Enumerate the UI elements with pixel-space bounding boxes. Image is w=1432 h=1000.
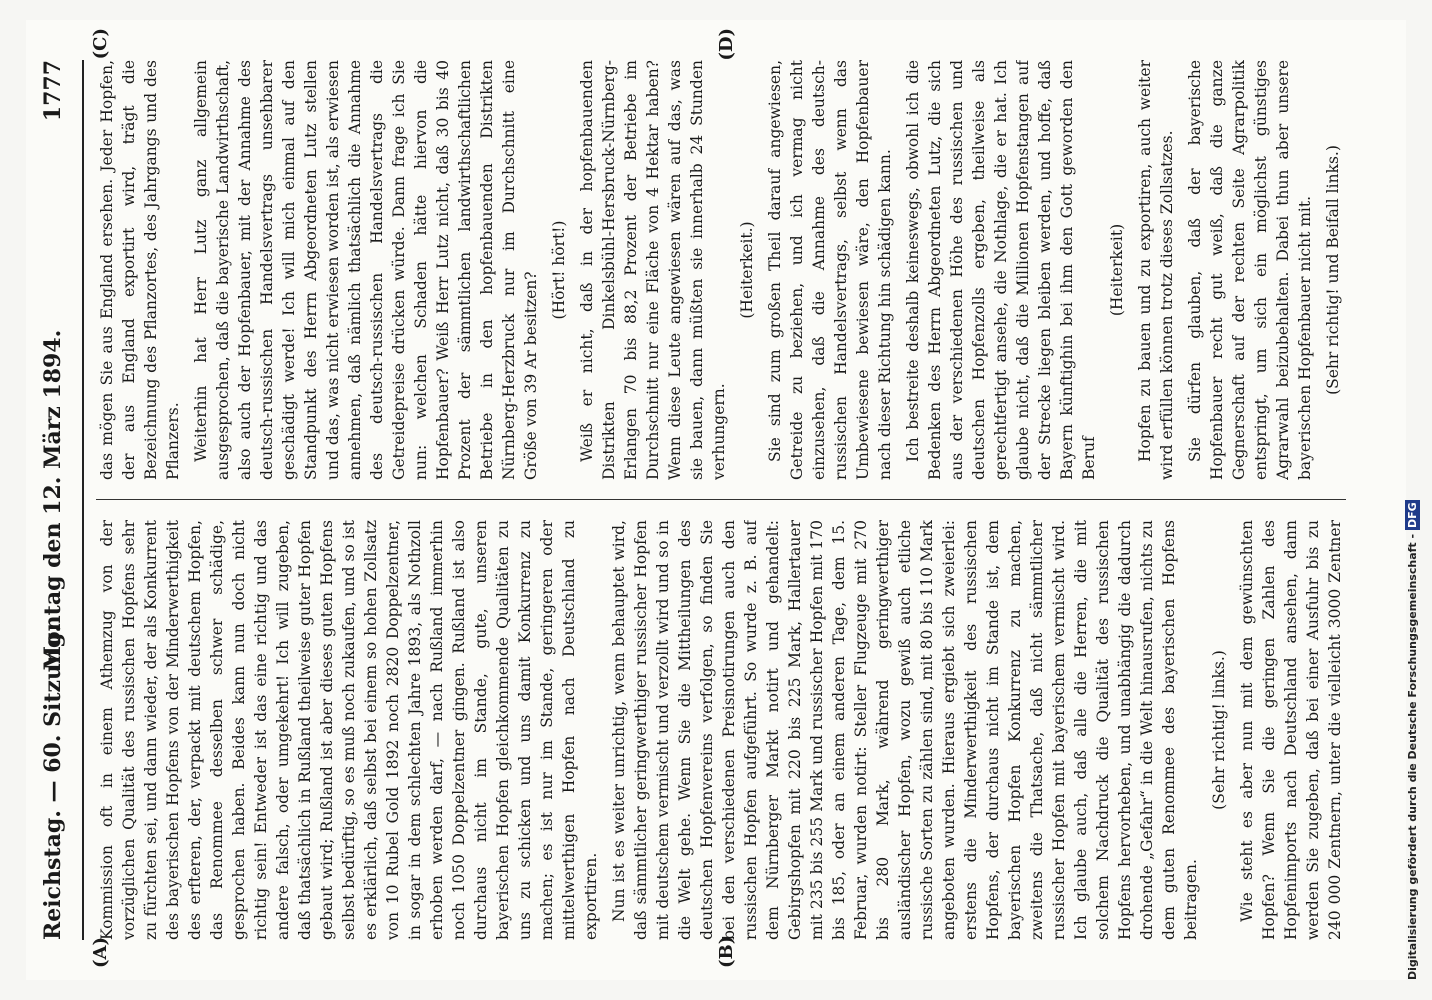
paragraph: Kommission oft in einem Athemzug von der vorzüglichen Qualität des russischen Hopfens sehr zu fürchten sei, und dann wieder, der als Konkurrent des bayerischen Hopfens von der Minderwerthigkeit des erfteren, der, verpackt mit deutschem Hopfen, das Renommee desselben schwer schädige, gesprochen haben. Beides kann nun doch nicht richtig sein! Entweder ist das eine richtig und das andere falsch, oder umgekehrt! Ich will zugeben, daß thatsächlich in Rußland theilweise guter Hopfen gebaut wird; Rußland ist aber dieses guten Hopfens selbst bedürftig, so es muß noch zukaufen, und so ist es erklärlich, daß selbst bei einem so hohen Zollsatz von 10 Rubel Gold 1892 noch 2820 Doppelzentner, in sogar in dem schlechten Jahre 1893, als Nothzoll erhoben werden darf, — nach Rußland immerhin noch 1050 Doppelzentner gingen. Rußland ist also durchaus nicht im Stande, gute, unseren bayerischen Hopfen gleichkommende Qualitäten zu uns zu schicken und uns damit Konkurrenz zu machen; es ist nur im Stande, geringeren oder mittelwerthigen Hopfen nach Deutschland zu exportiren. (98, 520, 600, 940)
paragraph: Ich bestreite deshalb keineswegs, obwohl ich die Bedenken des Herrn Abgeordneten Lutz, die sich aus der verschiedenen Höhe des russischen und deutschen Hopfenzolls ergeben, theilweise als gerechtfertigt ansehe, die Nothlage, die er hat. Ich glaube nicht, daß die Millionen Hopfenstangen auf der Strecke liegen bleiben werden, und hoffe, daß Bayern künftighin bei ihm den Gott geworden den Beruf (904, 60, 1098, 480)
interjection: (Hört! hört!) (550, 220, 568, 320)
margin-marker-a: (A) (90, 937, 111, 968)
paragraph: Hopfen zu bauen und zu exportiren, auch weiter wird erfüllen können trotz dieses Zollsatzes. (1136, 60, 1176, 480)
interjection: (Heiterkeit.) (738, 221, 756, 319)
rotated-page (26, 20, 1406, 980)
interjection: (Heiterkeit) (1108, 223, 1126, 317)
header-date: Montag den 12. März 1894. (40, 329, 66, 671)
interjection: (Sehr richtig! links.) (1210, 650, 1228, 810)
margin-marker-d: (D) (716, 28, 737, 61)
header-rule (82, 60, 84, 940)
right-column (96, 60, 1346, 480)
paragraph: Sie dürfen glauben, daß der bayerische Hopfenbauer recht gut weiß, daß die ganze Gegnerschaft auf der rechten Seite Agrarpolitik entspringt, um sich ein möglichst günstiges Agrarwahl beizubehalten. Dabei thun aber unsere bayerischen Hopfenbauer nicht mit. (1186, 60, 1314, 480)
credit-text: Digitalisierung gefördert durch die Deutsche Forschungsgemeinschaft - (1406, 533, 1419, 980)
paragraph: Sie sind zum großen Theil darauf angewiesen, Getreide zu beziehen, und ich vermag nicht einzusehen, daß die Annahme des deutsch-russischen Handelsvertrags, selbst wenn das Umbewiesene bewiesen wäre, den Hopfenbauer nach dieser Richtung hin schädigen kann. (766, 60, 894, 480)
column-divider (96, 499, 1346, 500)
digitization-credit (1406, 20, 1426, 980)
paragraph: Weiß er nicht, daß in der hopfenbauenden Distrikten Dinkelsbühl-Hersbruck-Nürnberg-Erlangen 70 bis 88,2 Prozent der Betriebe im Durchschnitt nur eine Fläche von 4 Hektar haben? Wenn diese Leute angewiesen wären auf das, was sie bauen, dann müßten sie innerhalb 24 Stunden verhungern. (578, 60, 728, 480)
paragraph: Weiterhin hat Herr Lutz ganz allgemein ausgesprochen, daß die bayerische Landwirthschaft, also auch der Hopfenbauer, mit der Annahme des deutsch-russischen Handelsvertrags unsehbarer geschädigt werde! Ich will mich einmal auf den Standpunkt des Herrn Abgeordneten Lutz stellen und das, was nicht erwiesen worden ist, als erwiesen annehmen, daß nämlich thatsächlich die Annahme des deutsch-russischen Handelsvertrags die Getreidepreise drücken würde. Dann frage ich Sie nun: welchen Schaden hätte hiervon die Hopfenbauer? Weiß Herr Lutz nicht, daß 30 bis 40 Prozent der sämmtlichen landwirthschaftlichen Betriebe in den hopfenbauenden Distrikten Nürnberg-Herzbruck nur im Durchschnitt eine Größe von 39 Ar besitzen? (192, 60, 540, 480)
paragraph: das mögen Sie aus England ersehen. Jeder Hopfen, der aus England exportirt wird, trägt die Bezeichnung des Pflanzortes, des Jahrgangs und des Pflanzers. (98, 60, 182, 480)
margin-marker-c: (C) (90, 28, 111, 60)
header-publication: Reichstag. — 60. Sitzung. (40, 624, 66, 940)
paragraph: Wie steht es aber nun mit dem gewünschten Hopfen? Wenn Sie die geringen Zahlen des Hopfenimports nach Deutschland ansehen, dann werden Sie zugeben, daß bei einer Ausfuhr bis zu 240 000 Zentnern, unter die vielleicht 3000 Zentner (1238, 520, 1344, 940)
paragraph: Nun ist es weiter unrichtig, wenn behauptet wird, daß sämmtlicher geringwerthiger russischer Hopfen mit deutschem vermischt und verzollt wird und so in die Welt gehe. Wenn Sie die Mittheilungen des deutschen Hopfenvereins verfolgen, so finden Sie bei den verschiedenen Preisnotirungen auch den russischen Hopfen aufgeführt. So wurde z. B. auf dem Nürnberger Markt notirt und gehandelt: Gebirgshopfen mit 220 bis 225 Mark, Hallertauer mit 235 bis 255 Mark und russischer Hopfen mit 170 bis 185, oder an einem anderen Tage, dem 15. Februar, wurden notirt: Steller Flugzeuge mit 270 bis 280 Mark, während geringwerthiger ausländischer Hopfen, wozu gewiß auch etliche russische Sorten zu zählen sind, mit 80 bis 110 Mark angeboten wurden. Hieraus ergiebt sich zweierlei: erstens die Minderwerthigkeit des russischen Hopfens, der durchaus nicht im Stande ist, dem bayerischen Hopfen Konkurrenz zu machen, zweitens die Thatsache, daß nicht sämmtlicher russischer Hopfen mit bayerischem vermischt wird. Ich glaube auch, daß alle die Herren, die mit solchem Nachdruck die Qualität des russischen Hopfens hervorheben, und unabhängig die dadurch drohende „Gefahr“ in die Welt hinausrufen, nichts zu dem guten Renommee des bayerischen Hopfens beitragen. (610, 520, 1200, 940)
page-header (40, 60, 80, 940)
interjection: (Sehr richtig! und Beifall links.) (1324, 145, 1342, 395)
dfg-logo: DFG (1406, 502, 1419, 529)
left-column (96, 520, 1346, 940)
margin-marker-b: (B) (716, 935, 737, 968)
page-number: 1777 (40, 60, 66, 122)
